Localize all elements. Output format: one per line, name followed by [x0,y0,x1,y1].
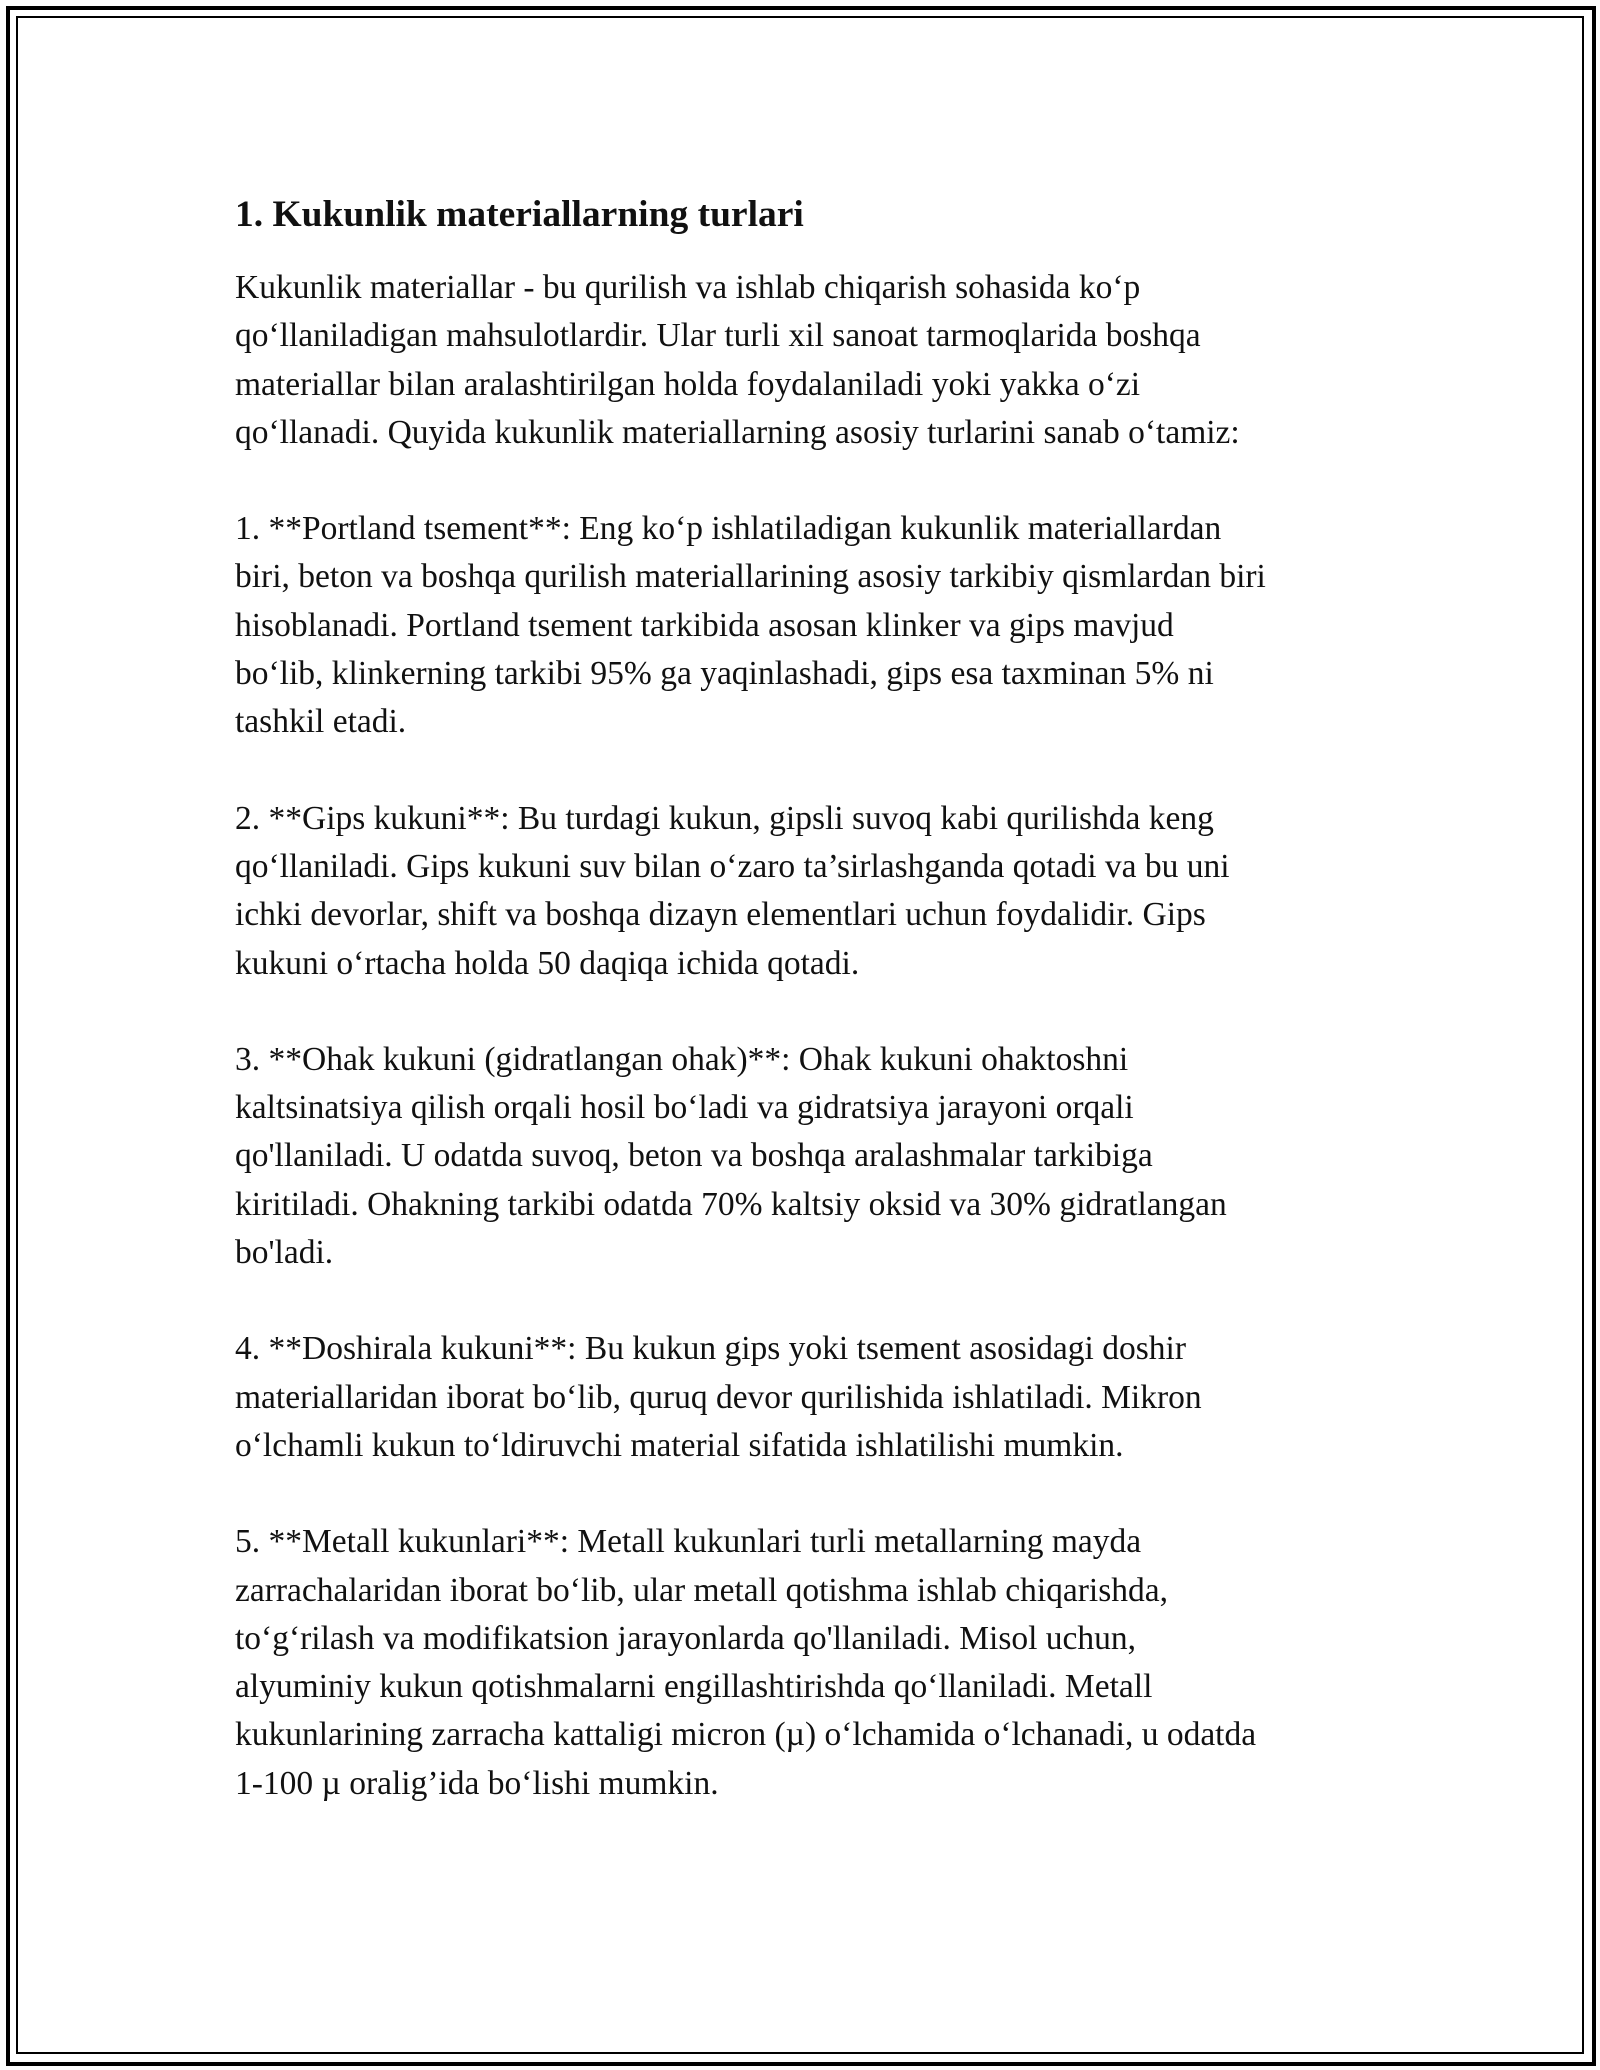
list-item-doshirala-powder: 4. **Doshirala kukuni**: Bu kukun gips yoki tsement asosidagi doshir materiallaridan iborat bo‘lib, quruq devor qurilishida ishlatiladi. Mikron o‘lchamli kukun to‘ldiruvchi material sifatida ishlatilishi mumkin. [235,1330,1202,1464]
list-item-lime-powder: 3. **Ohak kukuni (gidratlangan ohak)**: Ohak kukuni ohaktoshni kaltsinatsiya qilish orqali hosil bo‘ladi va gidratsiya jarayoni orqali qo'llaniladi. U odatda suvoq, beton va boshqa aralashmalar tarkibiga kiritiladi. Ohakning tarkibi odatda 70% kaltsiy oksid va 30% gidratlangan bo'ladi. [235,1040,1227,1272]
list-item-gypsum-powder: 2. **Gips kukuni**: Bu turdagi kukun, gipsli suvoq kabi qurilishda keng qo‘llaniladi. Gips kukuni suv bilan o‘zaro ta’sirlashganda qotadi va bu uni ichki devorlar, shift va boshqa dizayn elementlari uchun foydalidir. Gips kukuni o‘rtacha holda 50 daqiqa ichida qotadi. [235,799,1230,982]
document-body [235,188,1375,1856]
list-item-metal-powders: 5. **Metall kukunlari**: Metall kukunlari turli metallarning mayda zarrachalaridan iborat bo‘lib, ular metall qotishma ishlab chiqarishda, to‘g‘rilash va modifikatsion jarayonlarda qo'llaniladi. Misol uchun, alyuminiy kukun qotishmalarni engillashtirishda qo‘llaniladi. Metall kukunlarining zarracha kattaligi micron (µ) o‘lchamida o‘lchanadi, u odatda 1-100 µ oralig’ida bo‘lishi mumkin. [235,1523,1257,1802]
intro-paragraph: Kukunlik materiallar - bu qurilish va ishlab chiqarish sohasida ko‘p qo‘llaniladigan mahsulotlardir. Ular turli xil sanoat tarmoqlarida boshqa materiallar bilan aralashtirilgan holda foydalaniladi yoki yakka o‘zi qo‘llanadi. Quyida kukunlik materiallarning asosiy turlarini sanab o‘tamiz: [235,269,1240,451]
list-item-portland-cement: 1. **Portland tsement**: Eng ko‘p ishlatiladigan kukunlik materiallardan biri, beton va boshqa qurilish materiallarining asosiy tarkibiy qismlardan biri hisoblanadi. Portland tsement tarkibida asosan klinker va gips mavjud bo‘lib, klinkerning tarkibi 95% ga yaqinlashadi, gips esa taxminan 5% ni tashkil etadi. [235,510,1266,741]
page-title: 1. Kukunlik materiallarning turlari [235,194,804,235]
